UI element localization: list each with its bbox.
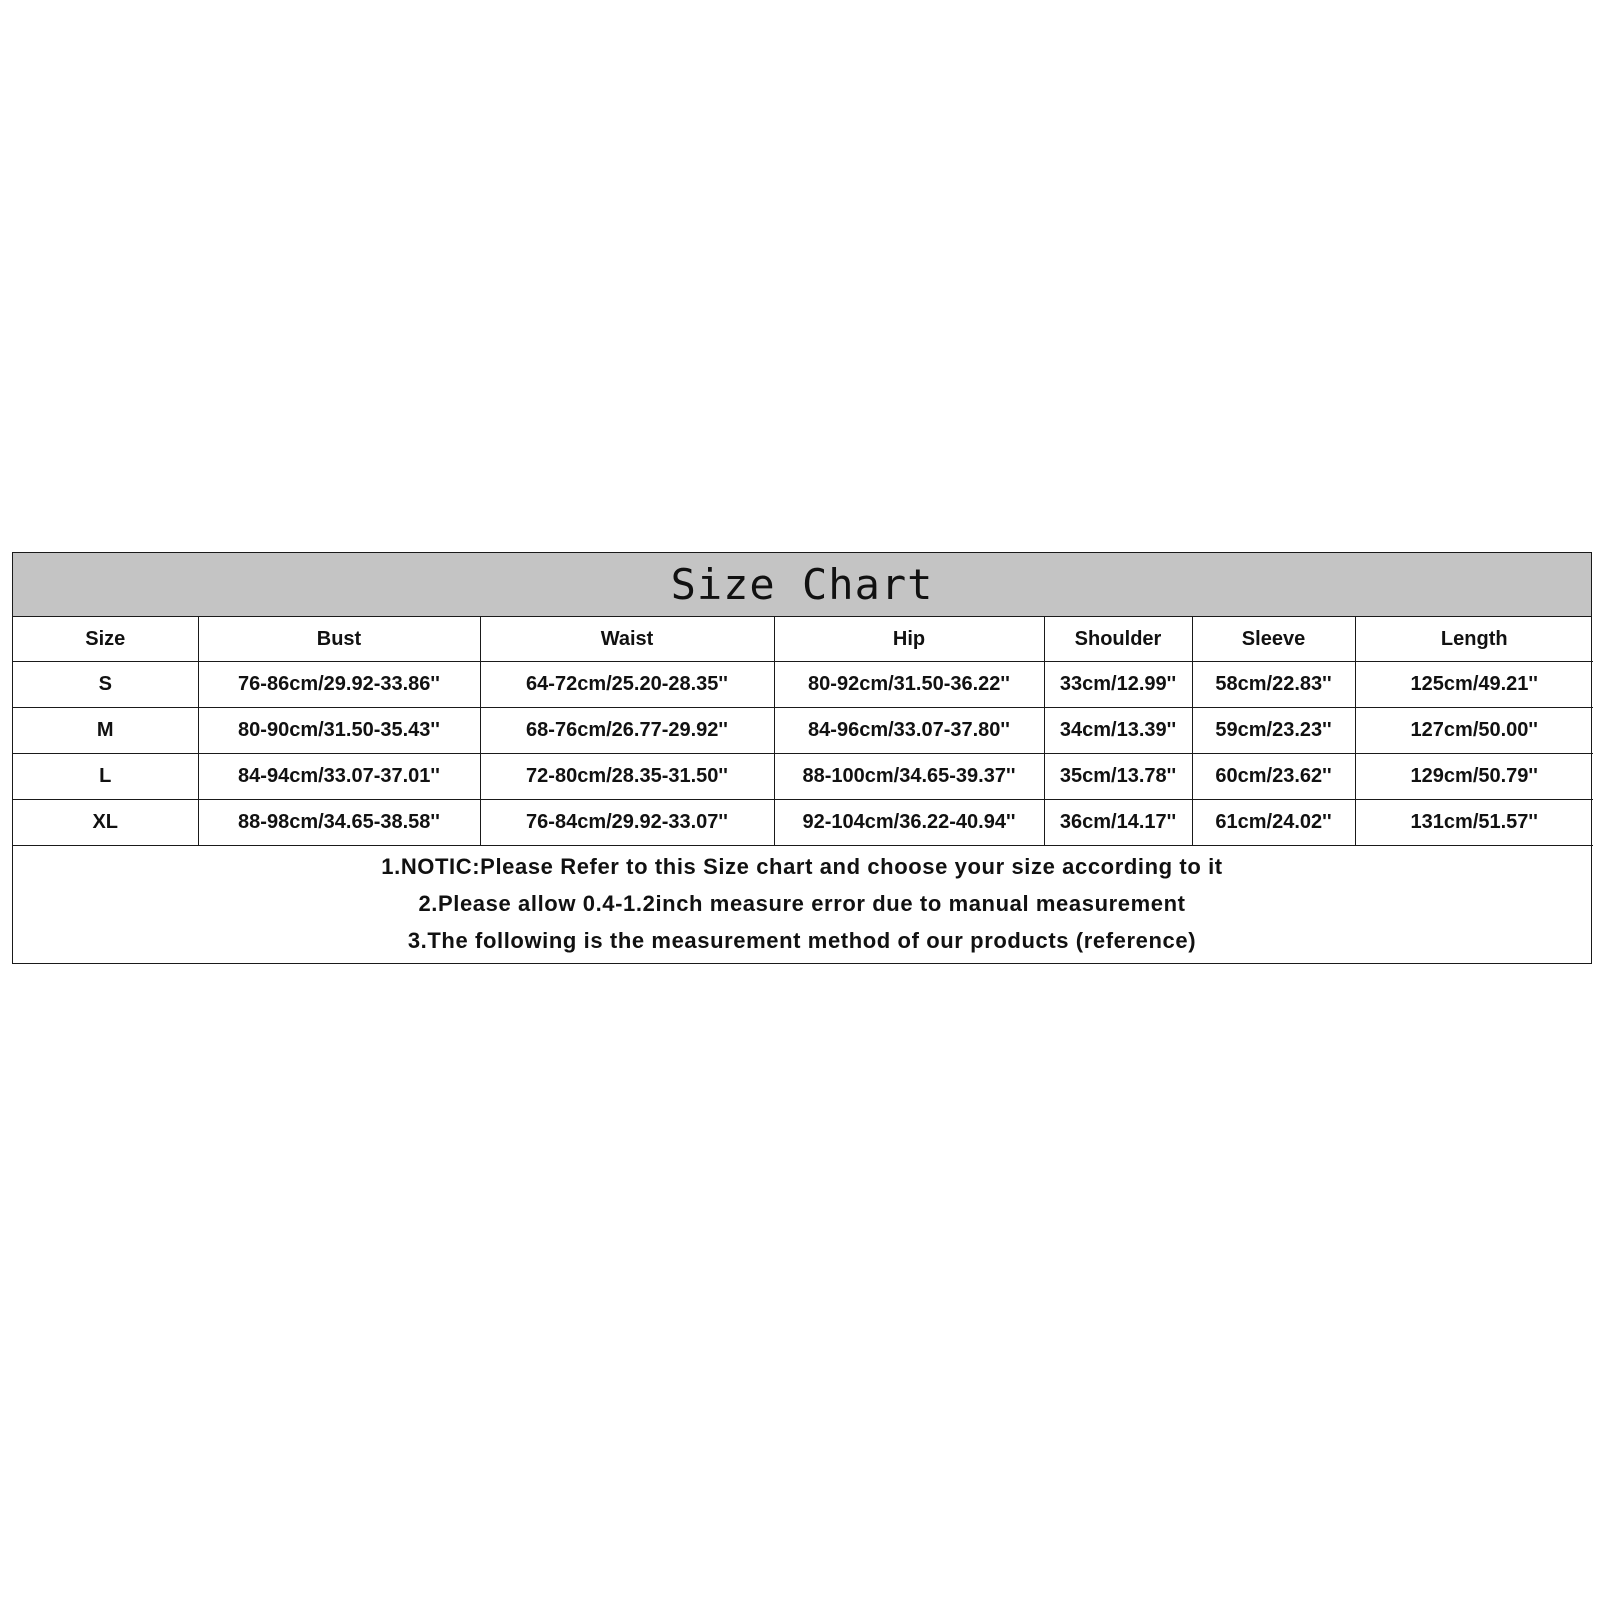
cell-size: S: [13, 662, 198, 708]
cell-bust: 84-94cm/33.07-37.01'': [198, 754, 480, 800]
chart-title: Size Chart: [13, 553, 1591, 617]
cell-shoulder: 34cm/13.39'': [1044, 708, 1192, 754]
note-line-3: 3.The following is the measurement method of our products (reference): [407, 928, 1197, 953]
notes-section: [13, 846, 1591, 959]
table-row: [13, 708, 1593, 754]
cell-bust: 80-90cm/31.50-35.43'': [198, 708, 480, 754]
cell-hip: 92-104cm/36.22-40.94'': [774, 800, 1044, 846]
column-header-shoulder: Shoulder: [1044, 617, 1192, 662]
cell-hip: 88-100cm/34.65-39.37'': [774, 754, 1044, 800]
cell-length: 125cm/49.21'': [1355, 662, 1593, 708]
cell-size: L: [13, 754, 198, 800]
cell-size: XL: [13, 800, 198, 846]
cell-waist: 64-72cm/25.20-28.35'': [480, 662, 774, 708]
column-header-hip: Hip: [774, 617, 1044, 662]
cell-hip: 80-92cm/31.50-36.22'': [774, 662, 1044, 708]
cell-length: 131cm/51.57'': [1355, 800, 1593, 846]
size-table: [13, 617, 1593, 846]
column-header-length: Length: [1355, 617, 1593, 662]
cell-sleeve: 61cm/24.02'': [1192, 800, 1355, 846]
cell-bust: 88-98cm/34.65-38.58'': [198, 800, 480, 846]
cell-length: 127cm/50.00'': [1355, 708, 1593, 754]
table-header-row: [13, 617, 1593, 662]
note-line-2: 2.Please allow 0.4-1.2inch measure error due to manual measurement: [418, 891, 1186, 916]
cell-sleeve: 59cm/23.23'': [1192, 708, 1355, 754]
cell-length: 129cm/50.79'': [1355, 754, 1593, 800]
cell-hip: 84-96cm/33.07-37.80'': [774, 708, 1044, 754]
column-header-size: Size: [13, 617, 198, 662]
column-header-waist: Waist: [480, 617, 774, 662]
cell-bust: 76-86cm/29.92-33.86'': [198, 662, 480, 708]
cell-sleeve: 58cm/22.83'': [1192, 662, 1355, 708]
column-header-sleeve: Sleeve: [1192, 617, 1355, 662]
cell-waist: 72-80cm/28.35-31.50'': [480, 754, 774, 800]
table-row: [13, 754, 1593, 800]
cell-shoulder: 33cm/12.99'': [1044, 662, 1192, 708]
cell-waist: 68-76cm/26.77-29.92'': [480, 708, 774, 754]
note-line-1: 1.NOTIC:Please Refer to this Size chart and choose your size according to it: [381, 854, 1223, 879]
cell-shoulder: 36cm/14.17'': [1044, 800, 1192, 846]
cell-size: M: [13, 708, 198, 754]
cell-shoulder: 35cm/13.78'': [1044, 754, 1192, 800]
cell-sleeve: 60cm/23.62'': [1192, 754, 1355, 800]
table-row: [13, 662, 1593, 708]
table-row: [13, 800, 1593, 846]
cell-waist: 76-84cm/29.92-33.07'': [480, 800, 774, 846]
size-chart: [12, 552, 1592, 964]
column-header-bust: Bust: [198, 617, 480, 662]
